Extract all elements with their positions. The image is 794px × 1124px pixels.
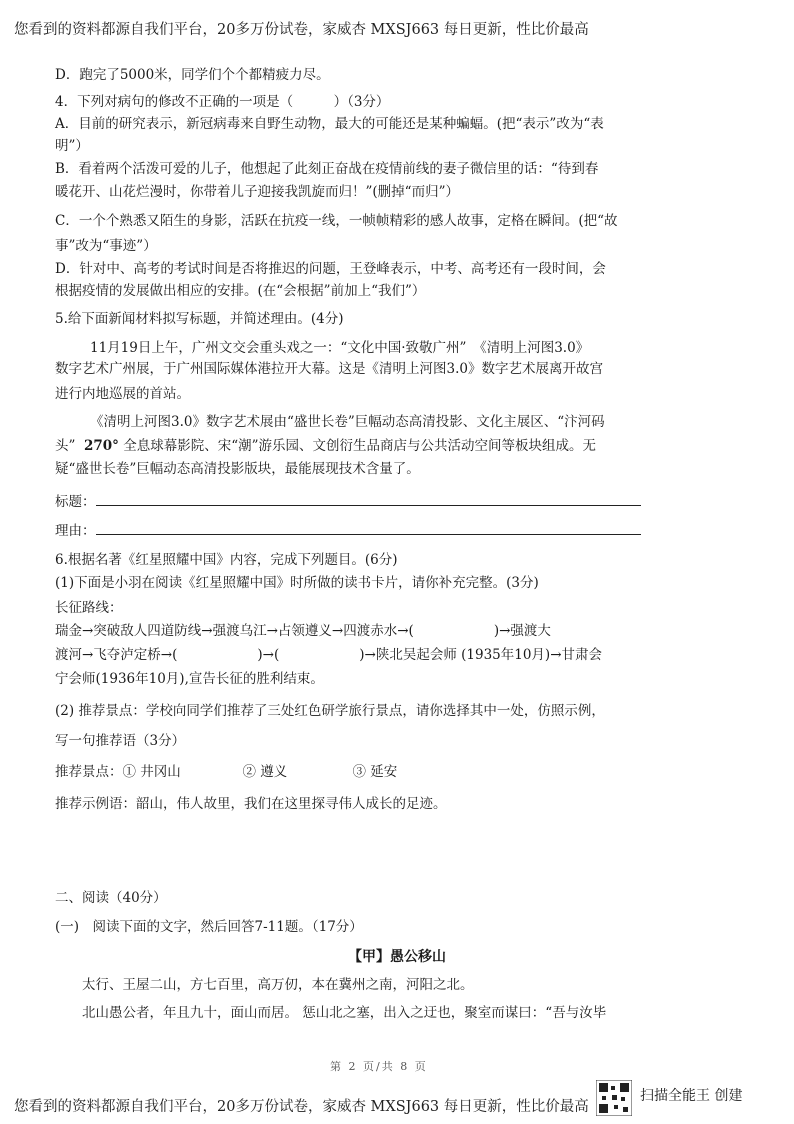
q6-route-text: 渡河→飞夺泸定桥→(	[55, 647, 178, 663]
passage-line: 太行、王屋二山，方七百里，高万仞，本在冀州之南，河阳之北。	[82, 977, 474, 993]
scanner-watermark: 扫描全能王 创建	[640, 1088, 743, 1104]
q5-title-blank[interactable]	[96, 493, 641, 506]
passage-line: 北山愚公者，年且九十，面山而居。 惩山北之塞，出入之迂也，聚室而谋曰：“吾与汝毕	[82, 1005, 607, 1021]
section2-title: 二、阅读（40分）	[55, 890, 167, 906]
q5-stem: 5.给下面新闻材料拟写标题，并简述理由。(4分)	[55, 311, 344, 327]
q6-spots-label: 推荐景点：	[55, 764, 123, 780]
q6-route-text: 瑞金→突破敌人四道防线→强渡乌江→占领遵义→四渡赤水→(	[55, 623, 414, 639]
q5-passage-line: 《清明上河图3.0》数字艺术展由“盛世长卷”巨幅动态高清投影、文化主展区、“汴河码	[90, 414, 605, 430]
q5-passage-line: 疑“盛世长卷”巨幅动态高清投影版块，最能展现技术含量了。	[55, 461, 420, 477]
q5-reason-label: 理由：	[55, 523, 96, 539]
q6-spot: ② 遵义	[242, 764, 288, 780]
q5-text: 全息球幕影院、宋“潮”游乐园、文创衍生品商店与公共活动空间等板块组成。无	[123, 438, 597, 454]
page-number: 第 2 页/共 8 页	[330, 1060, 428, 1073]
q6-spot: ③ 延安	[352, 764, 398, 780]
q6-route-text: )→强渡大	[493, 623, 551, 639]
q6-part2-cont: 写一句推荐语（3分）	[55, 733, 186, 749]
q6-route-line	[55, 622, 551, 640]
q4-stem: 4．下列对病句的修改不正确的一项是（ ）（3分）	[55, 94, 390, 110]
q5-passage-line: 进行内地巡展的首站。	[55, 386, 190, 402]
footer-banner: 您看到的资料都源自我们平台，20多万份试卷，家威杏 MXSJ663 每日更新，性比价最高	[14, 1099, 589, 1115]
q4-option-c-cont: 事”改为“事迹”）	[55, 238, 157, 254]
q5-title-row	[55, 493, 641, 511]
q4-option-a: A．目前的研究表示，新冠病毒来自野生动物，最大的可能还是某种蝙蝠。(把“表示”改为“表	[55, 116, 604, 132]
q4-option-d-cont: 根据疫情的发展做出相应的安排。(在“会根据”前加上“我们”）	[55, 283, 426, 299]
qr-code-icon	[596, 1080, 632, 1116]
q5-degree-text: 270°	[84, 438, 119, 454]
q6-route-line	[55, 646, 602, 664]
passage-title: 【甲】愚公移山	[348, 949, 446, 965]
q6-route-text: )→陕北吴起会师 (1935年10月)→甘肃会	[359, 647, 602, 663]
q6-spots-row	[55, 763, 397, 781]
q5-title-label: 标题：	[55, 494, 96, 510]
q5-reason-blank[interactable]	[96, 522, 641, 535]
q4-option-b-cont: 暖花开、山花烂漫时，你带着儿子迎接我凯旋而归！”(删掉“而归”）	[55, 184, 459, 200]
q6-spot: ① 井冈山	[122, 764, 181, 780]
q5-text: 头”	[55, 438, 76, 454]
q3-option-d: D．跑完了5000米，同学们个个都精疲力尽。	[55, 67, 330, 83]
q4-option-a-cont: 明”）	[55, 138, 89, 154]
q6-part1: (1)下面是小羽在阅读《红星照耀中国》时所做的读书卡片，请你补充完整。(3分)	[55, 575, 539, 591]
q6-stem: 6.根据名著《红星照耀中国》内容，完成下列题目。(6分)	[55, 552, 398, 568]
q4-option-c: C．一个个熟悉又陌生的身影，活跃在抗疫一线，一帧帧精彩的感人故事，定格在瞬间。(把“故	[55, 213, 618, 229]
q4-option-d: D．针对中、高考的考试时间是否将推迟的问题，王登峰表示，中考、高考还有一段时间，会	[55, 261, 606, 277]
q5-passage-line: 11月19日上午，广州文交会重头戏之一：“文化中国·致敬广州” 《清明上河图3.0》	[90, 340, 590, 356]
q4-option-b: B．看着两个活泼可爱的儿子，他想起了此刻正奋战在疫情前线的妻子微信里的话：“待到春	[55, 161, 599, 177]
q5-reason-row	[55, 522, 641, 540]
q5-passage-line	[55, 437, 596, 455]
section2-subtitle: (一) 阅读下面的文字，然后回答7-11题。（17分）	[55, 919, 363, 935]
q6-route-text: )→(	[257, 647, 280, 663]
header-banner: 您看到的资料都源自我们平台，20多万份试卷，家威杏 MXSJ663 每日更新，性比价最高	[14, 22, 589, 38]
q6-route-line: 宁会师(1936年10月),宣告长征的胜利结束。	[55, 671, 324, 687]
q6-example: 推荐示例语：韶山，伟人故里，我们在这里探寻伟人成长的足迹。	[55, 796, 447, 812]
q5-passage-line: 数字艺术广州展，于广州国际媒体港拉开大幕。这是《清明上河图3.0》数字艺术展离开故宫	[55, 361, 603, 377]
q6-route-label: 长征路线：	[55, 600, 123, 616]
q6-part2: (2) 推荐景点：学校向同学们推荐了三处红色研学旅行景点，请你选择其中一处，仿照示例，	[55, 703, 605, 719]
